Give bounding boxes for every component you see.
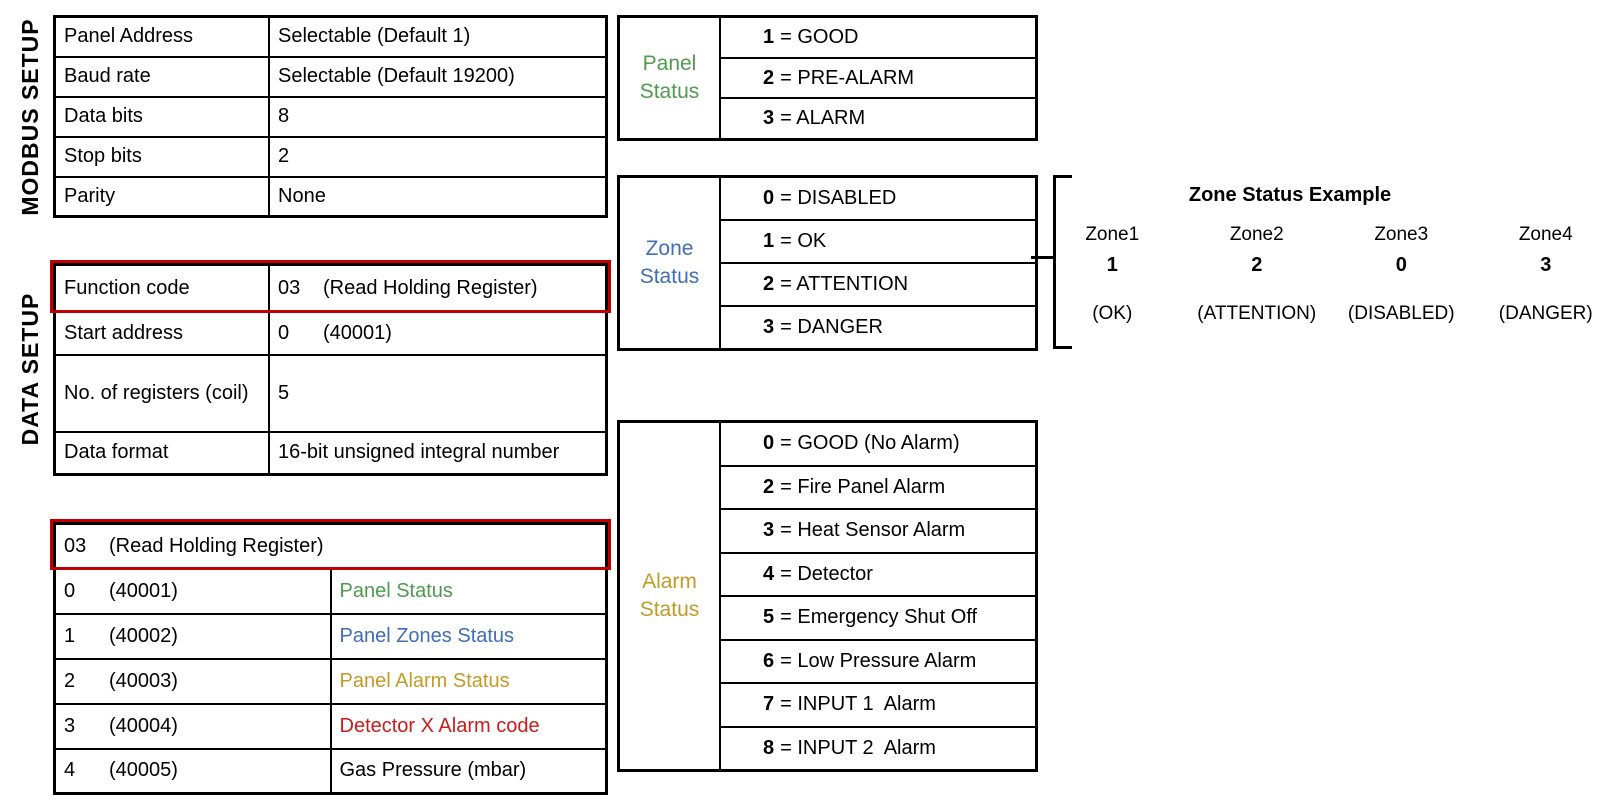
register-index: 0: [64, 579, 76, 602]
register-index: 2: [64, 669, 76, 692]
param-name: Baud rate: [55, 57, 270, 97]
table-row: [55, 432, 607, 475]
zone-status-rows: [721, 178, 1035, 348]
table-header-row: [55, 524, 607, 569]
status-meaning: = GOOD (No Alarm): [780, 432, 960, 455]
zone-status-table: [617, 175, 1038, 351]
status-row: [721, 682, 1035, 726]
table-row: [55, 312, 607, 355]
zone-name: Zone3: [1374, 224, 1429, 245]
start-address: 0: [278, 321, 290, 344]
table-row: [55, 97, 607, 137]
status-code: 7: [763, 693, 775, 716]
register-map-table: [53, 522, 608, 795]
status-code: 1: [763, 25, 775, 48]
param-name: Panel Address: [55, 17, 270, 57]
status-meaning: = Heat Sensor Alarm: [780, 519, 966, 542]
zone-example-column: [1329, 224, 1474, 325]
status-row: [721, 465, 1035, 509]
status-code: 0: [763, 432, 775, 455]
table-row: [55, 355, 607, 432]
table-row: [55, 659, 607, 704]
zone-value: 1: [1106, 254, 1118, 276]
param-value: None: [269, 177, 607, 217]
register-description: Panel Alarm Status: [331, 659, 607, 704]
status-row: [721, 262, 1035, 305]
zone-meaning: (DISABLED): [1347, 303, 1455, 324]
param-name: No. of registers (coil): [55, 355, 270, 432]
zone-value: 2: [1251, 254, 1263, 276]
modbus-setup-section-label: MODBUS SETUP: [17, 18, 43, 216]
zone-value: 3: [1540, 254, 1552, 276]
register-number: (40002): [109, 624, 178, 647]
status-code: 2: [763, 66, 775, 89]
table-row: [55, 569, 607, 614]
alarm-status-label: Alarm Status: [620, 423, 721, 769]
zone-name: Zone1: [1085, 224, 1140, 245]
status-row: [721, 726, 1035, 770]
status-meaning: = OK: [780, 230, 827, 252]
param-value: 5: [269, 355, 607, 432]
status-code: 3: [763, 316, 775, 338]
status-row: [721, 97, 1035, 138]
register-index: 3: [64, 714, 76, 737]
header-function-note: (Read Holding Register): [109, 534, 324, 557]
data-setup-table: [53, 263, 608, 476]
status-row: [721, 423, 1035, 465]
param-name: Start address: [55, 312, 270, 355]
param-name: Data format: [55, 432, 270, 475]
status-meaning: = INPUT 2 Alarm: [780, 736, 936, 759]
register-address: [55, 659, 331, 704]
status-row: [721, 219, 1035, 262]
modbus-setup-table: [53, 15, 608, 218]
start-address-register: (40001): [323, 321, 392, 344]
zone-example-column: [1040, 224, 1185, 325]
param-value: 2: [269, 137, 607, 177]
zone-meaning: (DANGER): [1498, 303, 1593, 324]
panel-status-table: [617, 15, 1038, 141]
param-name: Parity: [55, 177, 270, 217]
register-index: 4: [64, 759, 76, 782]
zone-example: [1040, 224, 1618, 325]
zone-meaning: (ATTENTION): [1197, 303, 1317, 324]
register-address: [55, 569, 331, 614]
table-row: [55, 614, 607, 659]
register-address: [55, 614, 331, 659]
status-code: 5: [763, 606, 775, 629]
register-description: Panel Status: [331, 569, 607, 614]
status-meaning: = Fire Panel Alarm: [780, 475, 946, 498]
param-name: Data bits: [55, 97, 270, 137]
status-meaning: = DISABLED: [780, 187, 897, 209]
table-row: [55, 177, 607, 217]
register-index: 1: [64, 624, 76, 647]
status-meaning: = Emergency Shut Off: [780, 606, 978, 629]
param-value: Selectable (Default 19200): [269, 57, 607, 97]
register-description: Detector X Alarm code: [331, 704, 607, 749]
status-meaning: = DANGER: [780, 316, 883, 338]
status-code: 8: [763, 736, 775, 759]
param-value: Selectable (Default 1): [269, 17, 607, 57]
param-name: Function code: [55, 265, 270, 312]
status-row: [721, 508, 1035, 552]
status-code: 0: [763, 187, 775, 209]
status-meaning: = INPUT 1 Alarm: [780, 693, 936, 716]
table-row: [55, 749, 607, 794]
status-row: [721, 552, 1035, 596]
register-description: Gas Pressure (mbar): [331, 749, 607, 794]
zone-name: Zone4: [1518, 224, 1573, 245]
status-row: [721, 178, 1035, 219]
param-value: 8: [269, 97, 607, 137]
status-row: [721, 18, 1035, 57]
register-number: (40001): [109, 579, 178, 602]
table-row: [55, 137, 607, 177]
zone-meaning: (OK): [1092, 303, 1133, 324]
status-meaning: = Low Pressure Alarm: [780, 649, 977, 672]
register-description: Panel Zones Status: [331, 614, 607, 659]
register-number: (40003): [109, 669, 178, 692]
panel-status-rows: [721, 18, 1035, 138]
zone-name: Zone2: [1229, 224, 1284, 245]
data-setup-section-label: DATA SETUP: [17, 292, 43, 446]
table-row: [55, 265, 607, 312]
status-row: [721, 305, 1035, 348]
status-meaning: = GOOD: [780, 25, 859, 48]
status-code: 3: [763, 519, 775, 542]
status-meaning: = ALARM: [780, 107, 866, 130]
register-number: (40004): [109, 714, 178, 737]
status-row: [721, 57, 1035, 98]
zone-example-column: [1185, 224, 1330, 325]
zone-status-label: Zone Status: [620, 178, 721, 348]
status-row: [721, 639, 1035, 683]
table-row: [55, 704, 607, 749]
status-code: 2: [763, 475, 775, 498]
param-value: [269, 265, 607, 312]
status-row: [721, 595, 1035, 639]
status-code: 2: [763, 273, 775, 295]
register-address: [55, 704, 331, 749]
status-code: 6: [763, 649, 775, 672]
param-value: [269, 312, 607, 355]
register-map-header: [55, 524, 607, 569]
header-function-code: 03: [64, 534, 87, 557]
zone-value: 0: [1395, 254, 1407, 276]
panel-status-label: Panel Status: [620, 18, 721, 138]
function-code: 03: [278, 276, 301, 299]
status-meaning: = Detector: [780, 562, 873, 585]
table-row: [55, 17, 607, 57]
status-code: 3: [763, 107, 775, 130]
register-address: [55, 749, 331, 794]
register-number: (40005): [109, 759, 178, 782]
zone-example-title: Zone Status Example: [1188, 184, 1392, 206]
status-code: 4: [763, 562, 775, 585]
alarm-status-rows: [721, 423, 1035, 769]
function-code-note: (Read Holding Register): [323, 276, 538, 299]
param-name: Stop bits: [55, 137, 270, 177]
status-meaning: = ATTENTION: [780, 273, 909, 295]
status-code: 1: [763, 230, 775, 252]
zone-example-column: [1474, 224, 1618, 325]
table-row: [55, 57, 607, 97]
alarm-status-table: [617, 420, 1038, 772]
status-meaning: = PRE-ALARM: [780, 66, 915, 89]
param-value: 16-bit unsigned integral number: [269, 432, 607, 475]
